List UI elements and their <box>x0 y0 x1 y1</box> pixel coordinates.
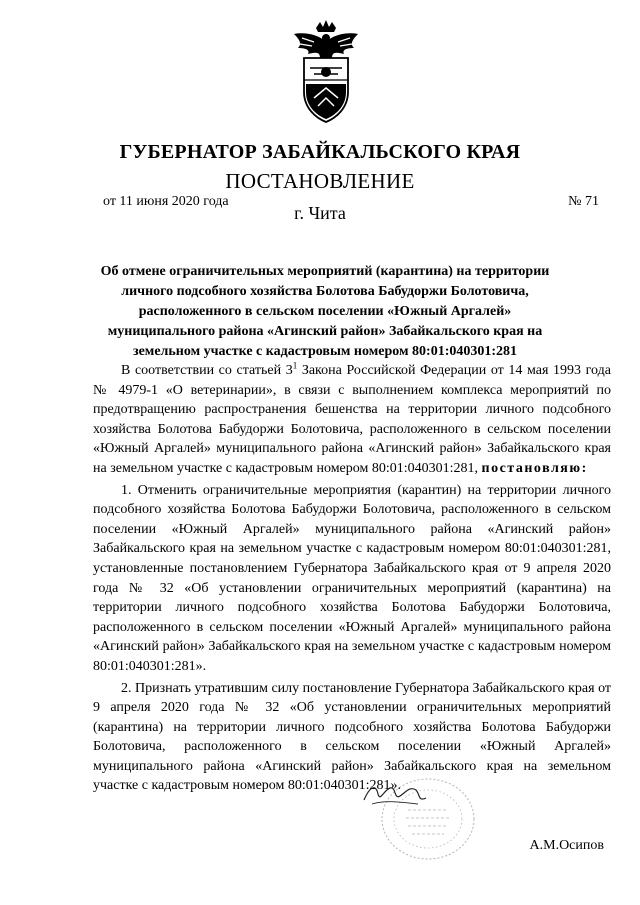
resolve-word: постановляю: <box>481 460 588 476</box>
document-number: № 71 <box>568 194 599 209</box>
clause-paragraph: 1. Отменить ограничительные мероприятия (карантин) на территории личного подсобного хозяйства Болотова Бабудоржи Болотовича, расположенного в сельском поселении «Южный Аргалей» муниципального района «Агинский район» Забайкальского края на земельном участке с кадастровым номером 80:01:040301:281, установленные постановлением Губернатора Забайкальского края от 9 апреля 2020 года № 32 «Об установлении ограничительных мероприятий (карантина) на территории личного подсобного хозяйства Болотова Бабудоржи Болотовича, расположенного в сельском поселении «Южный Аргалей» муниципального района «Агинский район» Забайкальского края на земельном участке с кадастровым номером 80:01:040301:281». <box>93 482 611 674</box>
issuing-authority: ГУБЕРНАТОР ЗАБАЙКАЛЬСКОГО КРАЯ <box>119 141 521 163</box>
clause-paragraph: 2. Признать утратившим силу постановление Губернатора Забайкальского края от 9 апреля 2020 года № 32 «Об установлении ограничительных мероприятий (карантина) на территории личного подсобного хозяйства Болотова Бабудоржи Болотовича, расположенного в сельском поселении «Южный Аргалей» муниципального района «Агинский район» Забайкальского края на земельном участке с кадастровым номером 80:01:040301:281». <box>93 680 611 794</box>
title-line: личного подсобного хозяйства Болотова Бабудоржи Болотовича, <box>121 284 529 299</box>
title-line: Об отмене ограничительных мероприятий (карантина) на территории <box>100 264 550 279</box>
title-line: муниципального района «Агинский район» Забайкальского края на <box>107 324 543 339</box>
title-line: расположенного в сельском поселении «Южный Аргалей» <box>138 304 512 319</box>
coat-of-arms-emblem <box>290 18 362 126</box>
handwritten-signature <box>360 780 430 808</box>
preamble-paragraph <box>93 361 611 479</box>
article-superscript: 1 <box>292 360 298 371</box>
title-line: земельном участке с кадастровым номером 80:01:040301:281 <box>132 344 518 359</box>
signer-name: А.М.Осипов <box>529 838 604 853</box>
preamble-text-start: В соответствии со статьей 3 <box>121 363 293 378</box>
document-city: г. Чита <box>294 203 346 223</box>
document-date: от 11 июня 2020 года <box>103 194 229 209</box>
document-title <box>100 262 550 362</box>
preamble-text-end: Закона Российской Федерации от 14 мая 1993 года № 4979-1 «О ветеринарии», в связи с выполнением комплекса мероприятий по предотвращению распространения бешенства на территории личного подсобного хозяйства Болотова Бабудоржи Болотовича, расположенного в сельском поселении «Южный Аргалей» муниципального района «Агинский район» Забайкальского края на земельном участке с кадастровым номером 80:01:040301:281, <box>93 363 611 476</box>
document-type: ПОСТАНОВЛЕНИЕ <box>225 169 415 193</box>
document-body <box>93 361 611 796</box>
